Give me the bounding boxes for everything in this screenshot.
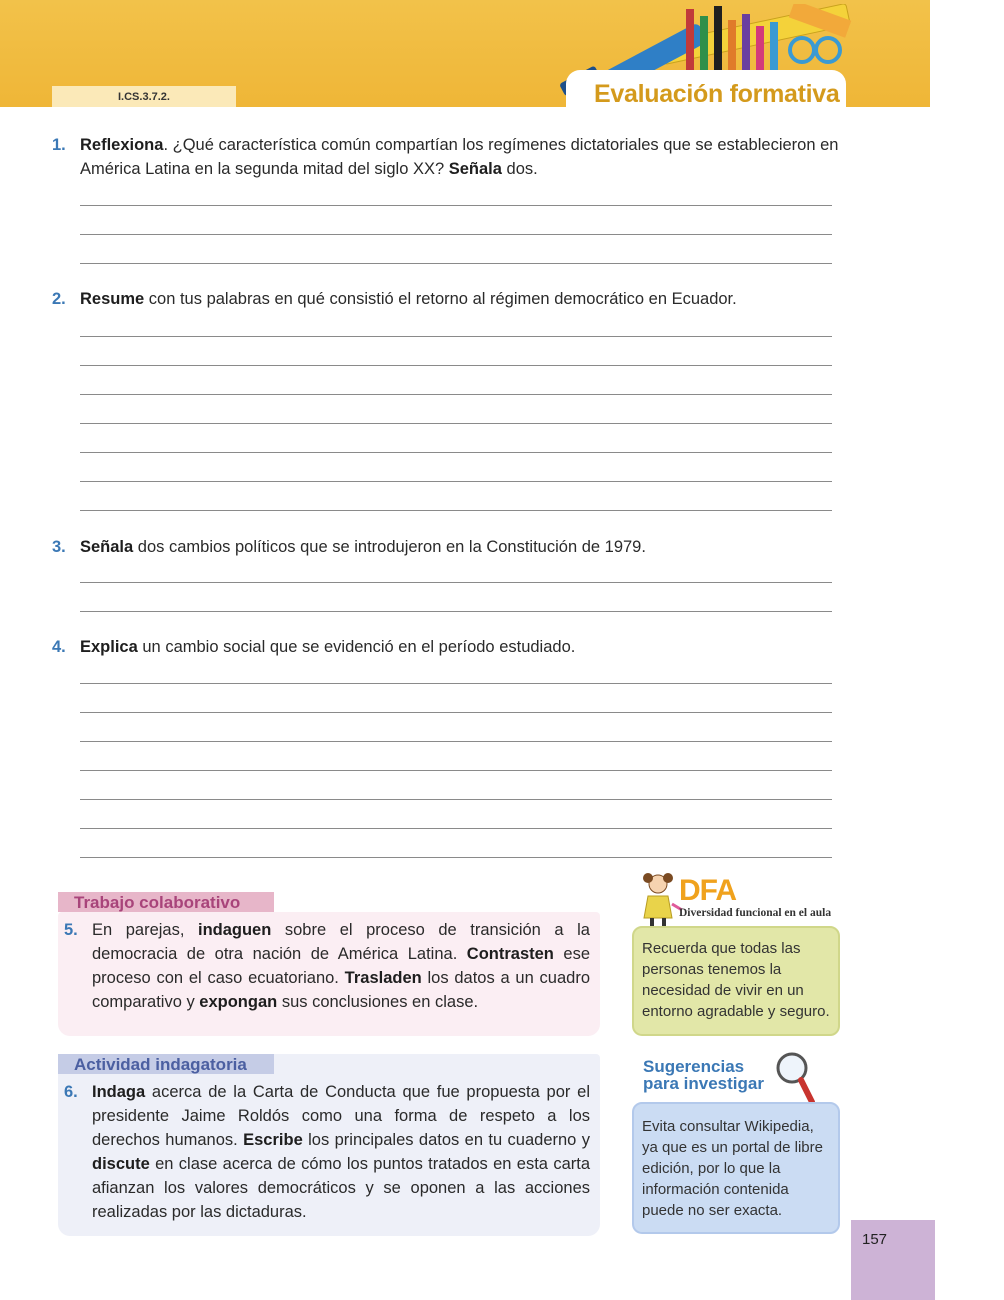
activity-verb: Indaga [92, 1083, 146, 1101]
dfa-title: DFA [679, 874, 736, 907]
question-text: dos cambios políticos que se introdujeron en la Constitución de 1979. [133, 538, 646, 556]
answer-line[interactable] [80, 263, 832, 264]
dfa-subtitle: Diversidad funcional en el aula [679, 907, 832, 919]
activity-verb: indaguen [197, 921, 272, 939]
answer-line[interactable] [80, 336, 832, 337]
collaborative-label: Trabajo colaborativo [58, 892, 274, 912]
question-verb: Resume [80, 290, 145, 308]
answer-line[interactable] [80, 683, 832, 684]
curriculum-code: I.CS.3.7.2. [52, 86, 236, 107]
answer-line[interactable] [80, 799, 832, 800]
answer-line[interactable] [80, 394, 832, 395]
activity-verb: discute [92, 1155, 150, 1173]
activity-6 [64, 1080, 590, 1224]
answer-line[interactable] [80, 857, 832, 858]
answer-line[interactable] [80, 481, 832, 482]
magnifier-icon [772, 1050, 816, 1106]
question-verb: Explica [80, 638, 138, 656]
page-number: 157 [862, 1231, 888, 1248]
question-verb: Señala [448, 160, 502, 178]
page-title: Evaluación formativa [594, 80, 840, 108]
question-number: 3. [52, 538, 66, 556]
activity-5 [64, 918, 590, 1014]
suggestions-title-line: Sugerencias [643, 1057, 745, 1076]
question-2 [52, 287, 842, 311]
activity-text: sus conclusiones en clase. [277, 993, 479, 1011]
question-verb: Señala [80, 538, 134, 556]
header-margin [930, 0, 1004, 107]
answer-line[interactable] [80, 611, 832, 612]
answer-line[interactable] [80, 582, 832, 583]
question-verb: Reflexiona [80, 136, 164, 154]
question-text: . ¿Qué característica común compartían los regímenes dictatoriales que se establecieron en América Latina en la segunda mitad del siglo XX? [80, 136, 839, 178]
activity-verb: Trasladen [344, 969, 422, 987]
activity-number: 5. [64, 921, 78, 939]
answer-line[interactable] [80, 234, 832, 235]
activity-verb: Escribe [243, 1131, 303, 1149]
answer-line[interactable] [80, 452, 832, 453]
suggestions-title-line: para investigar [643, 1074, 764, 1093]
answer-line[interactable] [80, 741, 832, 742]
activity-text: En parejas, [92, 921, 198, 939]
suggestions-title [643, 1058, 764, 1092]
question-number: 4. [52, 638, 66, 656]
activity-text: en clase acerca de cómo los puntos tratados en esta carta afianzan los valores democráticos y se oponen a las acciones realizadas por las dictaduras. [92, 1155, 590, 1221]
question-number: 2. [52, 290, 66, 308]
answer-line[interactable] [80, 712, 832, 713]
question-4 [52, 635, 842, 659]
dfa-note: Recuerda que todas las personas tenemos la necesidad de vivir en un entorno agradable y seguro. [632, 926, 840, 1036]
answer-line[interactable] [80, 510, 832, 511]
inquiry-label: Actividad indagatoria [58, 1054, 274, 1074]
girl-figure-icon [636, 870, 684, 932]
activity-text: ese proceso con el caso ecuatoriano. [92, 945, 591, 987]
answer-line[interactable] [80, 423, 832, 424]
question-number: 1. [52, 136, 66, 154]
answer-line[interactable] [80, 205, 832, 206]
activity-text: acerca de la Carta de Conducta que fue propuesta por el presidente Jaime Roldós como una forma de respeto a los derechos humanos. [92, 1083, 590, 1149]
activity-verb: expongan [199, 993, 278, 1011]
question-text: dos. [501, 160, 538, 178]
question-text: un cambio social que se evidenció en el período estudiado. [137, 638, 576, 656]
suggestions-note: Evita consultar Wikipedia, ya que es un portal de libre edición, por lo que la información contenida puede no ser exacta. [632, 1102, 840, 1234]
question-3 [52, 535, 842, 559]
answer-line[interactable] [80, 365, 832, 366]
question-1 [52, 133, 842, 181]
question-text: con tus palabras en qué consistió el retorno al régimen democrático en Ecuador. [144, 290, 737, 308]
activity-number: 6. [64, 1083, 78, 1101]
activity-text: sobre el proceso de transición a la democracia de otra nación de América Latina. [92, 921, 590, 963]
activity-verb: Contrasten [466, 945, 554, 963]
activity-text: los datos a un cuadro comparativo y [92, 969, 590, 1011]
answer-line[interactable] [80, 770, 832, 771]
activity-text: los principales datos en tu cuaderno y [302, 1131, 590, 1149]
answer-line[interactable] [80, 828, 832, 829]
